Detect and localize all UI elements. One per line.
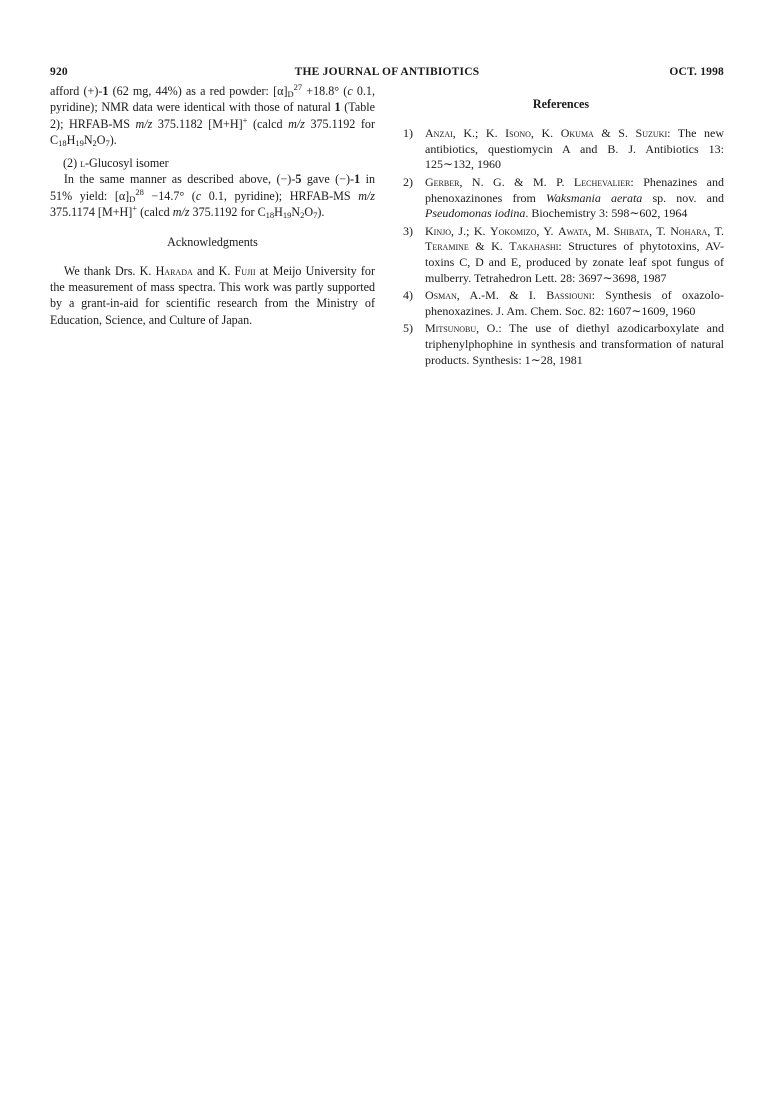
acknowledgments-text: We thank Drs. K. Harada and K. Fujii at Meijo University for the measurement of mass spectra. This work was partly supported by a grant-in-aid for scientific research from the Ministry of Education, Science, and Culture of Japan. [50, 263, 376, 327]
issue-date: OCT. 1998 [669, 66, 724, 78]
acknowledgments-heading: Acknowledgments [167, 235, 258, 250]
references-column [398, 96, 724, 370]
reference-item: 2) Gerber, N. G. & M. P. Lechevalier: Phenazines and phenoxazinones from Waksmania aerata sp. nov. and Pseudomonas iodina. Biochemistry 3: 598∼602, 1964 [403, 175, 724, 221]
running-header [50, 66, 724, 82]
references-heading: References [532, 97, 590, 111]
reference-item: 1) Anzai, K.; K. Isono, K. Okuma & S. Suzuki: The new antibiotics, questiomycin A and B. J. Antibiotics 13: 125∼132, 1960 [403, 126, 724, 172]
section-heading-glucosyl: (2) l-Glucosyl isomer [63, 156, 169, 171]
reference-item: 3) Kinjo, J.; K. Yokomizo, Y. Awata, M. Shibata, T. Nohara, T. Teramine & K. Takahashi: Structures of phytotoxins, AV-toxins C, D and E, produced by zonate leaf spot fungus of mulberry. Tetrahedron Lett. 28: 3697∼3698, 1987 [403, 223, 724, 285]
paragraph-afford: afford (+)-1 (62 mg, 44%) as a red powder: $[\alpha]_D^{27} +18.8^\circ$ (c 0.1, pyridine); NMR data were identical with those of natural 1 (Table 2); HRFAB-MS m/z 375.1182 [M+H]+ (calcd m/z 375.1192 for $C_{18}H_{19}N_2O_7$). [50, 82, 375, 148]
reference-item: 5) Mitsunobu, O.: The use of diethyl azodicarboxylate and triphenylphophine in synthesis and transformation of natural products. Synthesis: 1∼28, 1981 [403, 321, 724, 367]
journal-title: THE JOURNAL OF ANTIBIOTICS [294, 66, 480, 78]
paragraph-same-manner: In the same manner as described above, (−)-5 gave (−)-1 in 51% yield: $[\alpha]_D^{28} -14.7^\circ$ (c 0.1, pyridine); HRFAB-MS m/z 375.1174 [M+H]+ (calcd m/z 375.1192 for $C_{18}H_{19}N_2O_7$). [50, 172, 375, 221]
reference-item: 4) Osman, A.-M. & I. Bassiouni: Synthesis of oxazolo-phenoxazines. J. Am. Chem. Soc. 82: 1607∼1609, 1960 [403, 288, 724, 318]
left-column [50, 83, 375, 328]
page-number: 920 [50, 66, 68, 78]
